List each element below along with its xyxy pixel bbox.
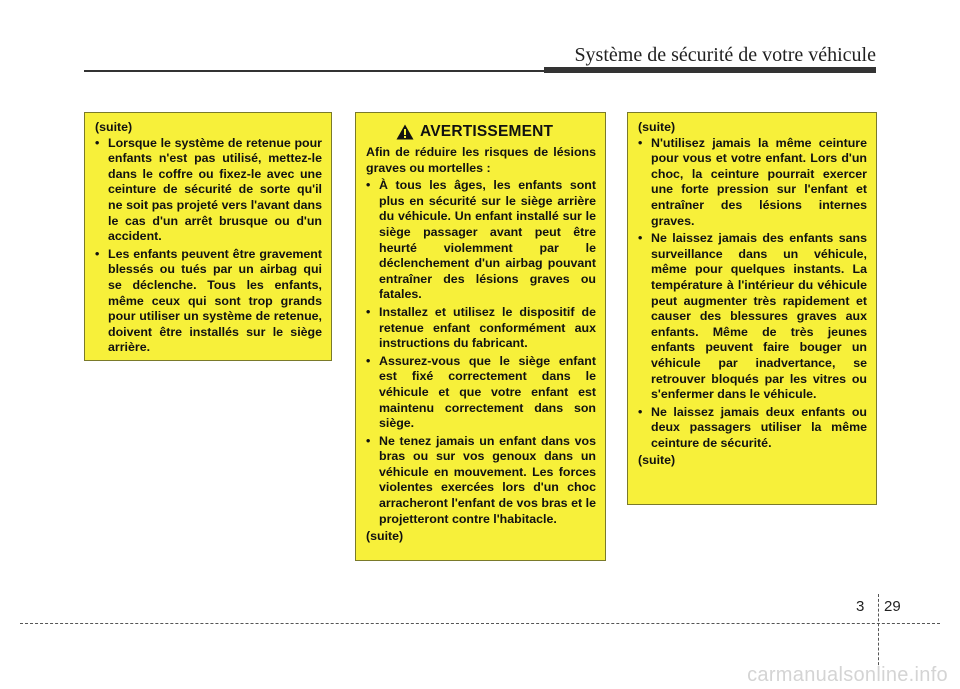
bullet-marker: •	[638, 404, 643, 419]
list-item: • Ne laissez jamais des enfants sans surveillance dans un véhicule, même pour quelques instants. La température à l'intérieur du véhicule peut augmenter très rapidement et causer des blessures graves aux enfants. Même de très jeunes enfants peuvent faire bouger un véhicule par inadvertance, se retrouver bloqués par les vitres ou s'enfermer dans le véhicule.	[638, 231, 867, 402]
bullet-marker: •	[638, 231, 643, 246]
bullet-marker: •	[366, 433, 371, 448]
list-item: • Assurez-vous que le siège enfant est fixé correctement dans le véhicule et que votre enfant est maintenu correctement dans son siège.	[366, 353, 596, 431]
footer-rule	[20, 623, 940, 624]
bullet-list	[638, 136, 867, 452]
list-item: • Ne tenez jamais un enfant dans vos bras ou sur vos genoux dans un véhicule en mouvement. Les forces violentes exercées lors d'un choc arracheront l'enfant de vos bras et le projetteront contre l'habitacle.	[366, 433, 596, 526]
list-item: • Ne laissez jamais deux enfants ou deux passagers utiliser la même ceinture de sécurité.	[638, 404, 867, 450]
watermark: carmanualsonline.info	[747, 664, 948, 686]
bullet-marker: •	[638, 135, 643, 150]
list-item: • N'utilisez jamais la même ceinture pour vous et votre enfant. Lors d'un choc, la ceinture pourrait exercer une forte pression sur l'enfant et entraîner des lésions internes graves.	[638, 135, 867, 228]
suite-label: (suite)	[95, 120, 133, 134]
bullet-marker: •	[95, 135, 100, 150]
list-item: • Lorsque le système de retenue pour enfants n'est pas utilisé, mettez-le dans le coffre ou fixez-le avec une ceinture de sécurité de sorte qu'il ne soit pas projeté vers l'avant dans le cas d'un arrêt brusque ou d'un accident.	[95, 135, 322, 244]
caution-box-left	[84, 112, 332, 361]
warning-box-center	[355, 112, 606, 561]
list-item: • Les enfants peuvent être gravement blessés ou tués par un airbag qui se déclenche. Tous les enfants, même ceux qui sont trop grands pour utiliser un système de retenue, doivent être installés sur le siège arrière.	[95, 246, 322, 355]
bullet-marker: •	[366, 353, 371, 368]
bullet-marker: •	[366, 178, 371, 193]
continued-label: (suite)	[638, 453, 676, 468]
list-item: • À tous les âges, les enfants sont plus en sécurité sur le siège arrière du véhicule. Un enfant installé sur le siège passager avant peut être heurté violemment par le déclenchement d'un airbag pouvant entraîner des lésions graves ou fatales.	[366, 178, 596, 302]
bullet-marker: •	[366, 304, 371, 319]
page-number-separator	[878, 594, 879, 670]
warning-intro: Afin de réduire les risques de lésions graves ou mortelles :	[366, 145, 596, 175]
header-rule-accent	[544, 67, 876, 73]
warning-icon	[396, 124, 414, 140]
caution-box-right	[627, 112, 877, 505]
warning-title: AVERTISSEMENT	[420, 123, 554, 141]
bullet-marker: •	[95, 246, 100, 261]
suite-label: (suite)	[638, 120, 676, 134]
list-item: • Installez et utilisez le dispositif de retenue enfant conformément aux instructions du fabricant.	[366, 304, 596, 351]
page-number: 29	[884, 598, 901, 615]
warning-header	[396, 124, 596, 140]
section-title: Système de sécurité de votre véhicule	[574, 44, 876, 66]
continued-label: (suite)	[366, 529, 404, 544]
chapter-number: 3	[856, 598, 865, 615]
bullet-list	[95, 136, 322, 356]
bullet-list	[366, 178, 596, 527]
